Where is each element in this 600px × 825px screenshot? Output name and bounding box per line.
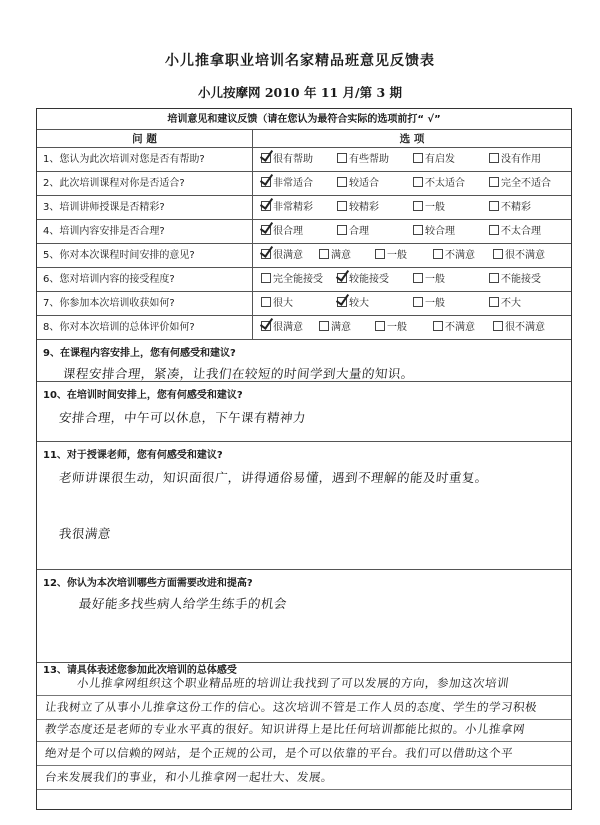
option-label: 很满意 — [273, 250, 303, 261]
option-label: 不大 — [501, 298, 521, 309]
option-checkbox[interactable] — [413, 220, 455, 244]
option-checkbox[interactable] — [337, 268, 389, 292]
ruled-line — [37, 789, 571, 790]
checkbox-icon — [493, 321, 503, 331]
checkbox-icon — [319, 321, 329, 331]
checkmark-icon — [261, 249, 271, 259]
option-checkbox[interactable] — [489, 292, 521, 316]
form-title: 小儿推拿职业培训名家精品班意见反馈表 — [165, 53, 435, 69]
option-label: 非常精彩 — [273, 202, 313, 213]
question-text: 2、此次培训课程对你是否适合? — [37, 172, 253, 196]
checkbox-icon — [413, 273, 423, 283]
checkbox-icon — [413, 177, 423, 187]
question-column-header: 问 题 — [37, 130, 253, 148]
open-question-text: 9、在课程内容安排上，您有何感受和建议? — [43, 348, 236, 359]
option-checkbox[interactable] — [493, 244, 545, 268]
answer-options — [253, 316, 571, 340]
option-label: 不满意 — [445, 322, 475, 333]
checkbox-icon — [489, 177, 499, 187]
option-checkbox[interactable] — [261, 172, 313, 196]
option-checkbox[interactable] — [261, 148, 313, 172]
checkbox-icon — [489, 297, 499, 307]
handwritten-answer[interactable]: 绝对是个可以信赖的网站，是个正规的公司，是个可以依靠的平台。我们可以借助这个平 — [44, 746, 514, 760]
option-label: 有些帮助 — [349, 154, 389, 165]
handwritten-answer[interactable]: 教学态度还是老师的专业水平真的很好。知识讲得上是比任何培训都能比拟的。小儿推拿网 — [44, 722, 526, 736]
option-checkbox[interactable] — [433, 316, 475, 340]
option-checkbox[interactable] — [261, 316, 303, 340]
checkbox-icon — [489, 201, 499, 211]
option-checkbox[interactable] — [261, 220, 303, 244]
option-label: 很合理 — [273, 226, 303, 237]
checkbox-icon — [489, 273, 499, 283]
handwritten-answer[interactable]: 我很满意 — [58, 526, 112, 541]
option-checkbox[interactable] — [493, 316, 545, 340]
option-label: 有启发 — [425, 154, 455, 165]
open-question-text: 10、在培训时间安排上，您有何感受和建议? — [43, 390, 243, 401]
checkbox-icon — [413, 201, 423, 211]
checkbox-icon — [413, 225, 423, 235]
option-checkbox[interactable] — [489, 220, 541, 244]
handwritten-answer[interactable]: 最好能多找些病人给学生练手的机会 — [78, 596, 288, 611]
option-checkbox[interactable] — [413, 292, 445, 316]
option-checkbox[interactable] — [261, 292, 293, 316]
question-row — [37, 172, 571, 196]
open-question-row — [37, 663, 571, 811]
option-label: 不太合理 — [501, 226, 541, 237]
checkmark-icon — [261, 321, 271, 331]
option-checkbox[interactable] — [413, 148, 455, 172]
checkbox-icon — [413, 297, 423, 307]
option-checkbox[interactable] — [413, 196, 445, 220]
option-label: 很不满意 — [505, 322, 545, 333]
option-label: 很满意 — [273, 322, 303, 333]
answer-options — [253, 172, 571, 196]
answer-options — [253, 148, 571, 172]
checkbox-icon — [375, 249, 385, 259]
option-label: 很不满意 — [505, 250, 545, 261]
open-question-row — [37, 382, 571, 442]
option-checkbox[interactable] — [375, 244, 407, 268]
question-row — [37, 148, 571, 172]
checkbox-icon — [489, 225, 499, 235]
question-text: 3、培训讲师授课是否精彩? — [37, 196, 253, 220]
option-label: 一般 — [387, 250, 407, 261]
open-question-row — [37, 340, 571, 382]
option-checkbox[interactable] — [337, 172, 379, 196]
open-question-text: 12、你认为本次培训哪些方面需要改进和提高? — [43, 578, 253, 589]
checkmark-icon — [337, 297, 347, 307]
handwritten-answer[interactable]: 小儿推拿网组织这个职业精品班的培训让我找到了可以发展的方向，参加这次培训 — [76, 676, 510, 690]
handwritten-answer[interactable]: 台来发展我们的事业，和小儿推拿网一起壮大、发展。 — [44, 770, 334, 784]
ruled-line — [37, 719, 571, 720]
checkbox-icon — [261, 297, 271, 307]
open-question-text: 13、请具体表述您参加此次培训的总体感受 — [43, 665, 237, 676]
option-label: 满意 — [331, 250, 351, 261]
option-label: 很有帮助 — [273, 154, 313, 165]
ruled-line — [37, 741, 571, 742]
option-label: 满意 — [331, 322, 351, 333]
answer-options — [253, 292, 571, 316]
option-label: 合理 — [349, 226, 369, 237]
option-label: 较能接受 — [349, 274, 389, 285]
checkmark-icon — [337, 273, 347, 283]
option-label: 一般 — [387, 322, 407, 333]
option-label: 不能接受 — [501, 274, 541, 285]
option-label: 完全能接受 — [273, 274, 323, 285]
question-text: 4、培训内容安排是否合理? — [37, 220, 253, 244]
checkbox-icon — [433, 321, 443, 331]
handwritten-answer[interactable]: 老师讲课很生动，知识面很广，讲得通俗易懂，遇到不理解的能及时重复。 — [58, 470, 489, 485]
option-label: 较合理 — [425, 226, 455, 237]
checkbox-icon — [261, 273, 271, 283]
form-subtitle: 小儿按摩网 2010 年 11 月/第 3 期 — [197, 85, 403, 100]
answer-options — [253, 220, 571, 244]
question-row — [37, 244, 571, 268]
table-header — [37, 130, 571, 148]
option-label: 一般 — [425, 274, 445, 285]
option-label: 不满意 — [445, 250, 475, 261]
checkbox-icon — [413, 153, 423, 163]
checkmark-icon — [261, 201, 271, 211]
checkbox-icon — [493, 249, 503, 259]
checkbox-icon — [337, 225, 347, 235]
checkmark-icon — [261, 225, 271, 235]
option-label: 完全不适合 — [501, 178, 551, 189]
option-label: 一般 — [425, 298, 445, 309]
option-checkbox[interactable] — [337, 220, 369, 244]
handwritten-answer[interactable]: 安排合理，中午可以休息，下午课有精神力 — [58, 410, 307, 425]
instruction-text: 培训意见和建议反馈（请在您认为最符合实际的选项前打“ √” — [37, 109, 571, 130]
question-text: 7、你参加本次培训收获如何? — [37, 292, 253, 316]
option-label: 不精彩 — [501, 202, 531, 213]
checkbox-icon — [489, 153, 499, 163]
question-text: 6、您对培训内容的接受程度? — [37, 268, 253, 292]
open-question-text: 11、对于授课老师，您有何感受和建议? — [43, 450, 223, 461]
checkbox-icon — [375, 321, 385, 331]
ruled-line — [37, 695, 571, 696]
option-checkbox[interactable] — [413, 172, 465, 196]
feedback-form — [36, 108, 572, 810]
option-label: 很大 — [273, 298, 293, 309]
question-row — [37, 292, 571, 316]
open-question-row — [37, 442, 571, 570]
option-checkbox[interactable] — [489, 172, 551, 196]
checkbox-icon — [337, 153, 347, 163]
option-label: 非常适合 — [273, 178, 313, 189]
checkbox-icon — [319, 249, 329, 259]
option-label: 一般 — [425, 202, 445, 213]
answer-options — [253, 196, 571, 220]
question-text: 8、你对本次培训的总体评价如何? — [37, 316, 253, 340]
options-column-header: 选 项 — [399, 133, 425, 145]
option-checkbox[interactable] — [319, 316, 351, 340]
option-checkbox[interactable] — [489, 148, 541, 172]
option-label: 不太适合 — [425, 178, 465, 189]
option-checkbox[interactable] — [261, 196, 313, 220]
checkmark-icon — [261, 177, 271, 187]
option-checkbox[interactable] — [375, 316, 407, 340]
checkmark-icon — [261, 153, 271, 163]
question-text: 5、你对本次课程时间安排的意见? — [37, 244, 253, 268]
question-row — [37, 196, 571, 220]
option-checkbox[interactable] — [489, 268, 541, 292]
option-checkbox[interactable] — [261, 268, 323, 292]
handwritten-answer[interactable]: 课程安排合理，紧凑，让我们在较短的时间学到大量的知识。 — [62, 366, 415, 381]
option-checkbox[interactable] — [413, 268, 445, 292]
answer-options — [253, 268, 571, 292]
ruled-line — [37, 765, 571, 766]
option-checkbox[interactable] — [489, 196, 531, 220]
checkbox-icon — [337, 201, 347, 211]
question-row — [37, 220, 571, 244]
option-label: 较适合 — [349, 178, 379, 189]
option-label: 较大 — [349, 298, 369, 309]
option-checkbox[interactable] — [433, 244, 475, 268]
option-checkbox[interactable] — [337, 148, 389, 172]
checkbox-icon — [337, 177, 347, 187]
option-checkbox[interactable] — [337, 292, 369, 316]
question-text: 1、您认为此次培训对您是否有帮助? — [37, 148, 253, 172]
option-label: 较精彩 — [349, 202, 379, 213]
answer-options — [253, 244, 571, 268]
handwritten-answer[interactable]: 让我树立了从事小儿推拿这份工作的信心。这次培训不管是工作人员的态度、学生的学习积极 — [44, 700, 538, 714]
checkbox-icon — [433, 249, 443, 259]
open-question-row — [37, 570, 571, 663]
question-row — [37, 268, 571, 292]
question-row — [37, 316, 571, 340]
option-checkbox[interactable] — [337, 196, 379, 220]
option-checkbox[interactable] — [319, 244, 351, 268]
option-checkbox[interactable] — [261, 244, 303, 268]
option-label: 没有作用 — [501, 154, 541, 165]
